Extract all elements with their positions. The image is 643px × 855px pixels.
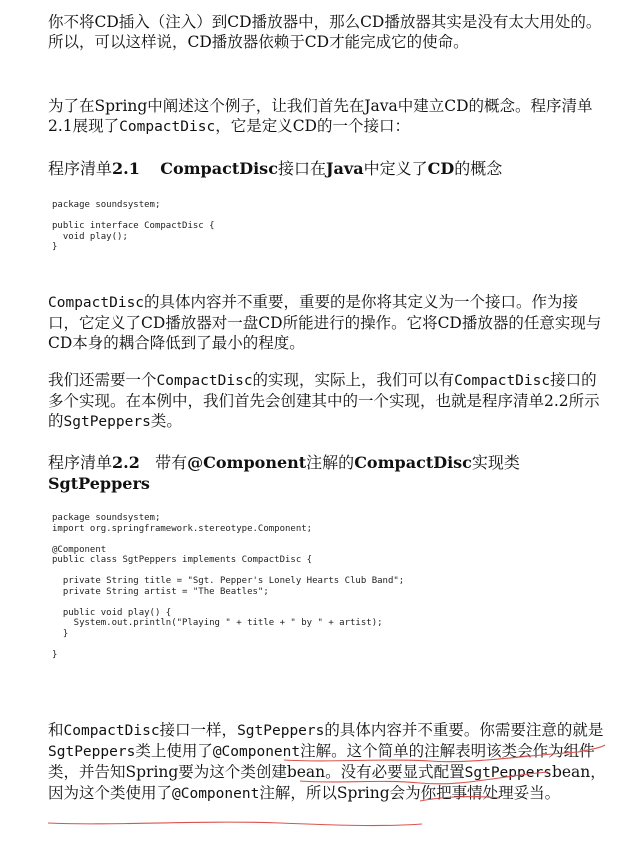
text-run: 注解，所以Spring会为你把事情处理妥当。 [259, 784, 561, 802]
text-run: SgtPeppers [63, 414, 151, 430]
underline-stroke-4 [48, 822, 422, 825]
code-listing-2-1: package soundsystem; public interface CompactDisc { void play(); } [52, 200, 215, 252]
text-run: 程序清单 [48, 159, 113, 178]
text-run: 程序清单 [48, 453, 113, 472]
text-run: CD [427, 159, 455, 178]
text-run: 的具体内容并不重要，重要的是你将其定义为一个接口。作为接口，它定义了CD播放器对一盘CD所能进行的操作。它将CD播放器的任意实现与CD本身的耦合降低到了最小的程度。 [48, 293, 602, 352]
paragraph-implementation [48, 370, 608, 432]
listing-2-1-caption [48, 158, 608, 179]
text-run: SgtPeppers [48, 744, 136, 760]
text-run: 接口一样， [159, 721, 238, 739]
text-run: 接口在 [277, 159, 326, 178]
text-run: 带有 [155, 453, 188, 472]
text-run: 中定义了 [363, 159, 428, 178]
text-run: SgtPeppers [48, 474, 150, 493]
text-run: SgtPeppers [464, 765, 552, 781]
text-run: CompactDisc [454, 373, 551, 389]
text-run: CompactDisc [354, 453, 472, 472]
text-run: 2.1 [112, 159, 140, 178]
text-run: 类上使用了 [135, 742, 213, 760]
text-run: 接口的多个实现。在本例中，我们首先会创建其中的一个实现，也就是程序清单2.2所示的 [48, 371, 600, 430]
text-run: 我们还需要一个 [48, 371, 157, 389]
text-run: 注解的 [306, 453, 355, 472]
text-run: 注解。这个简单的注解表明该类会作为组件类，并告知Spring要为这个类创建bean。没有必要显式配置 [48, 742, 595, 781]
text-run: CompactDisc [119, 119, 216, 135]
text-run: CompactDisc [160, 159, 278, 178]
paragraph-compactdisc-interface [48, 292, 608, 353]
text-run: 你不将CD插入（注入）到CD播放器中，那么CD播放器其实是没有太大用处的。所以，可以这样说，CD播放器依赖于CD才能完成它的使命。 [48, 13, 602, 51]
paragraph-spring-example [48, 96, 608, 137]
paragraph-component-annotation [48, 720, 608, 804]
text-run: 和 [48, 721, 64, 739]
text-run: CompactDisc [48, 295, 145, 311]
text-run: bean，因为这个类使用了 [48, 763, 606, 802]
text-run: SgtPeppers [237, 723, 325, 739]
text-run: Java [325, 159, 364, 178]
text-run: 2.2 [112, 453, 140, 472]
text-run: @Component [172, 786, 260, 802]
paragraph-cd-dependency [48, 12, 608, 52]
text-run: 为了在Spring中阐述这个例子，让我们首先在Java中建立CD的概念。程序清单2.1展现了 [48, 97, 593, 135]
code-listing-2-2: package soundsystem; import org.springframework.stereotype.Component; @Component public class SgtPeppers implements CompactDisc { private String title = "Sgt. Pepper's Lonely Hearts Club Band"; private String artist = "The Beatles"; public void play() { System.out.println("Playing " + title + " by " + artist); } } [52, 513, 405, 660]
text-run: 的实现，实际上，我们可以有 [252, 371, 455, 389]
text-run: 实现类 [471, 453, 520, 472]
text-run: 的具体内容并不重要。你需要注意的就是 [324, 721, 604, 739]
text-run: 类。 [150, 412, 182, 430]
text-run: @Component [187, 453, 307, 472]
text-run: CompactDisc [63, 723, 160, 739]
text-run: 的概念 [454, 159, 503, 178]
text-run: @Component [212, 744, 301, 760]
listing-2-2-caption [48, 452, 608, 494]
text-run: ，它是定义CD的一个接口： [215, 117, 410, 135]
text-run: CompactDisc [156, 373, 253, 389]
